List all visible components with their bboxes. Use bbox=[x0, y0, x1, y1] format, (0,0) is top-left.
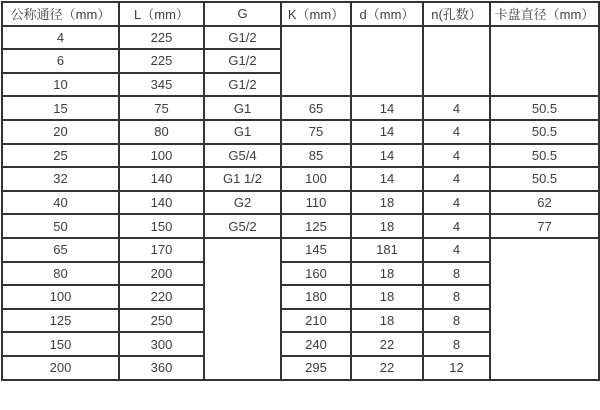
cell-K: 100 bbox=[281, 167, 351, 191]
table-row bbox=[2, 191, 599, 215]
cell-n: 12 bbox=[423, 356, 490, 380]
cell-d: 22 bbox=[351, 332, 423, 356]
cell-d: 18 bbox=[351, 309, 423, 333]
cell-L: 220 bbox=[119, 285, 204, 309]
cell-n: 4 bbox=[423, 120, 490, 144]
cell-G: G1 bbox=[204, 120, 281, 144]
cell-d: 18 bbox=[351, 214, 423, 238]
table-row bbox=[2, 120, 599, 144]
table-row bbox=[2, 96, 599, 120]
table-row bbox=[2, 238, 599, 262]
cell-K: 210 bbox=[281, 309, 351, 333]
column-header-k: K（mm） bbox=[281, 2, 351, 26]
cell-chuck: 62 bbox=[490, 191, 599, 215]
cell-K: 110 bbox=[281, 191, 351, 215]
cell-G: G1/2 bbox=[204, 73, 281, 97]
cell-K: 295 bbox=[281, 356, 351, 380]
column-header-d: d（mm） bbox=[351, 2, 423, 26]
cell-G: G5/2 bbox=[204, 214, 281, 238]
cell-d: 14 bbox=[351, 96, 423, 120]
cell-chuck: 77 bbox=[490, 214, 599, 238]
cell-dn: 125 bbox=[2, 309, 119, 333]
cell-G: G1 bbox=[204, 96, 281, 120]
cell-d: 181 bbox=[351, 238, 423, 262]
cell-K: 125 bbox=[281, 214, 351, 238]
cell-dn: 4 bbox=[2, 26, 119, 50]
cell-G: G1 1/2 bbox=[204, 167, 281, 191]
cell-G bbox=[204, 238, 281, 380]
cell-K: 160 bbox=[281, 262, 351, 286]
cell-chuck bbox=[490, 238, 599, 380]
column-header-chuck-diameter: 卡盘直径（mm） bbox=[490, 2, 599, 26]
cell-L: 225 bbox=[119, 49, 204, 73]
table-row bbox=[2, 167, 599, 191]
cell-L: 360 bbox=[119, 356, 204, 380]
cell-L: 225 bbox=[119, 26, 204, 50]
table-header bbox=[2, 2, 599, 26]
cell-d: 14 bbox=[351, 167, 423, 191]
cell-G: G5/4 bbox=[204, 144, 281, 168]
cell-dn: 10 bbox=[2, 73, 119, 97]
cell-n: 8 bbox=[423, 332, 490, 356]
cell-L: 345 bbox=[119, 73, 204, 97]
cell-n: 8 bbox=[423, 309, 490, 333]
cell-K: 145 bbox=[281, 238, 351, 262]
cell-chuck: 50.5 bbox=[490, 96, 599, 120]
cell-dn: 150 bbox=[2, 332, 119, 356]
column-header-thread-g: G bbox=[204, 2, 281, 26]
cell-n: 4 bbox=[423, 191, 490, 215]
column-header-length-l: L（mm） bbox=[119, 2, 204, 26]
cell-G: G2 bbox=[204, 191, 281, 215]
cell-dn: 200 bbox=[2, 356, 119, 380]
cell-L: 75 bbox=[119, 96, 204, 120]
cell-L: 80 bbox=[119, 120, 204, 144]
table-body bbox=[2, 26, 599, 380]
cell-d: 18 bbox=[351, 285, 423, 309]
cell-K: 65 bbox=[281, 96, 351, 120]
cell-dn: 65 bbox=[2, 238, 119, 262]
cell-K: 180 bbox=[281, 285, 351, 309]
cell-d bbox=[351, 26, 423, 97]
cell-n: 8 bbox=[423, 262, 490, 286]
cell-L: 140 bbox=[119, 167, 204, 191]
cell-chuck: 50.5 bbox=[490, 144, 599, 168]
cell-d: 14 bbox=[351, 120, 423, 144]
cell-L: 200 bbox=[119, 262, 204, 286]
cell-n: 4 bbox=[423, 214, 490, 238]
cell-K bbox=[281, 26, 351, 97]
cell-K: 85 bbox=[281, 144, 351, 168]
cell-dn: 50 bbox=[2, 214, 119, 238]
cell-n: 4 bbox=[423, 167, 490, 191]
cell-dn: 32 bbox=[2, 167, 119, 191]
cell-L: 300 bbox=[119, 332, 204, 356]
cell-d: 18 bbox=[351, 191, 423, 215]
cell-chuck bbox=[490, 26, 599, 97]
cell-n: 8 bbox=[423, 285, 490, 309]
cell-L: 150 bbox=[119, 214, 204, 238]
cell-n: 4 bbox=[423, 238, 490, 262]
cell-dn: 15 bbox=[2, 96, 119, 120]
cell-dn: 100 bbox=[2, 285, 119, 309]
table-row bbox=[2, 144, 599, 168]
table-row bbox=[2, 26, 599, 50]
flowmeter-dimension-table bbox=[1, 1, 600, 381]
cell-chuck: 50.5 bbox=[490, 120, 599, 144]
table-header-row bbox=[2, 2, 599, 26]
cell-K: 240 bbox=[281, 332, 351, 356]
cell-n: 4 bbox=[423, 96, 490, 120]
column-header-hole-count-n: n(孔数） bbox=[423, 2, 490, 26]
cell-n: 4 bbox=[423, 144, 490, 168]
column-header-nominal-diameter: 公称通径（mm） bbox=[2, 2, 119, 26]
cell-G: G1/2 bbox=[204, 26, 281, 50]
cell-dn: 40 bbox=[2, 191, 119, 215]
cell-L: 140 bbox=[119, 191, 204, 215]
cell-dn: 6 bbox=[2, 49, 119, 73]
cell-L: 170 bbox=[119, 238, 204, 262]
cell-dn: 80 bbox=[2, 262, 119, 286]
cell-K: 75 bbox=[281, 120, 351, 144]
cell-dn: 25 bbox=[2, 144, 119, 168]
cell-L: 100 bbox=[119, 144, 204, 168]
cell-G: G1/2 bbox=[204, 49, 281, 73]
cell-d: 18 bbox=[351, 262, 423, 286]
cell-d: 22 bbox=[351, 356, 423, 380]
table-row bbox=[2, 214, 599, 238]
cell-d: 14 bbox=[351, 144, 423, 168]
cell-L: 250 bbox=[119, 309, 204, 333]
cell-chuck: 50.5 bbox=[490, 167, 599, 191]
cell-dn: 20 bbox=[2, 120, 119, 144]
cell-n bbox=[423, 26, 490, 97]
